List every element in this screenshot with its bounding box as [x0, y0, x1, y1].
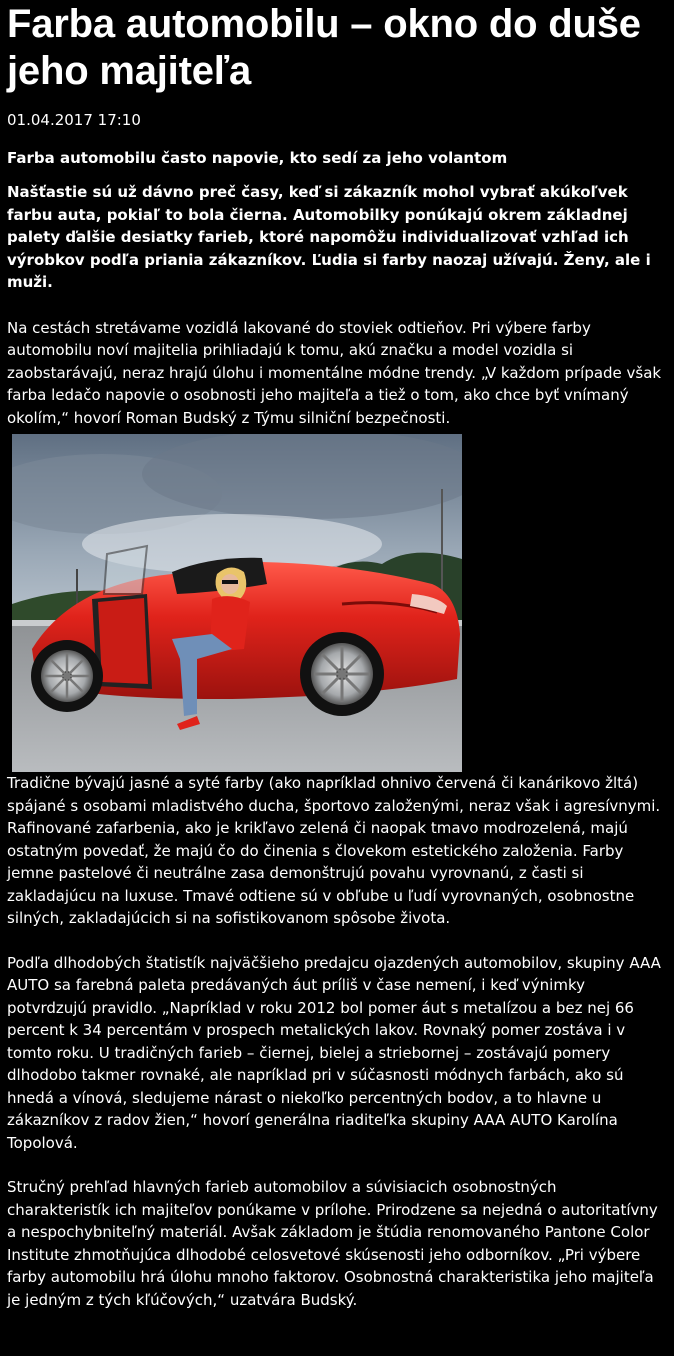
article-subtitle: Farba automobilu často napovie, kto sedí za jeho volantom	[7, 149, 508, 167]
article	[0, 1, 674, 1311]
paragraph-3: Podľa dlhodobých štatistík najväčšieho predajcu ojazdených automobilov, skupiny AAA AUTO sa farebná paleta predávaných áut príliš v čase nemení, i keď výnimky potvrdzujú pravidlo. „Napríklad v roku 2012 bol pomer áut s metalízou a bez nej 66 percent k 34 percentám v prospech metalických lakov. Rovnaký pomer zostáva i v tomto roku. U tradičných farieb – čiernej, bielej a striebornej – zostávajú pomery dlhodobo takmer rovnaké, ale napríklad pri v súčasnosti módnych farbách, ako sú hnedá a vínová, sledujeme nárast o niekoľko percentných bodov, a to hlavne u zákazníkov z radov žien,“ hovorí generálna riaditeľka skupiny AAA AUTO Karolína Topolová.	[7, 953, 661, 1152]
paragraph-1: Na cestách stretávame vozidlá lakované do stoviek odtieňov. Pri výbere farby automobilu noví majitelia prihliadajú k tomu, akú značku a model vozidla si zaobstarávajú, neraz hrajú úlohu i momentálne módne trendy. „V každom prípade však farba ledačo napovie o osobnosti jeho majiteľa a tiež o tom, ako chce byť vnímaný okolím,“ hovorí Roman Budský z Týmu silniční bezpečnosti.	[7, 318, 662, 427]
article-title: Farba automobilu – okno do duše jeho majiteľa	[7, 2, 641, 93]
paragraph-2: Tradične bývajú jasné a syté farby (ako napríklad ohnivo červená či kanárikovo žltá) spájané s osobami mladistvého ducha, športovo založenými, neraz však i agresívnymi. Rafinované zafarbenia, ako je krikľavo zelená či naopak tmavo modrozelená, majú ostatným povedať, že majú čo do činenia s človekom estetického založenia. Farby jemne pastelové či neutrálne zasa demonštrujú povahu vyrovnanú, z časti si zakladajúcu na luxuse. Tmavé odtiene sú v obľube u ľudí vyrovnaných, osobnostne silných, zakladajúcich si na sofistikovanom spôsobe života.	[7, 774, 661, 927]
paragraph-4: Stručný prehľad hlavných farieb automobilov a súvisiacich osobnostných charakteristík ich majiteľov ponúkame v prílohe. Prirodzene sa nejedná o autoritatívny a nespochybniteľný materiál. Avšak základom je štúdia renomovaného Pantone Color Institute zhmotňujúca dlhodobé celosvetové skúsenosti jeho odborníkov. „Pri výbere farby automobilu hrá úlohu mnoho faktorov. Osobnostná charakteristika jeho majiteľa je jedným z tých kľúčových,“ uzatvára Budský.	[7, 1178, 658, 1309]
article-date: 01.04.2017 17:10	[7, 111, 141, 129]
article-photo-red-convertible	[12, 434, 462, 772]
article-lead: Našťastie sú už dávno preč časy, keď si zákazník mohol vybrať akúkoľvek farbu auta, pokiaľ to bola čierna. Automobilky ponúkajú okrem základnej palety ďalšie desiatky farieb, ktoré napomôžu individualizovať vzhľad ich výrobkov podľa priania zákazníkov. Ľudia si farby naozaj užívajú. Ženy, ale i muži.	[7, 183, 651, 291]
